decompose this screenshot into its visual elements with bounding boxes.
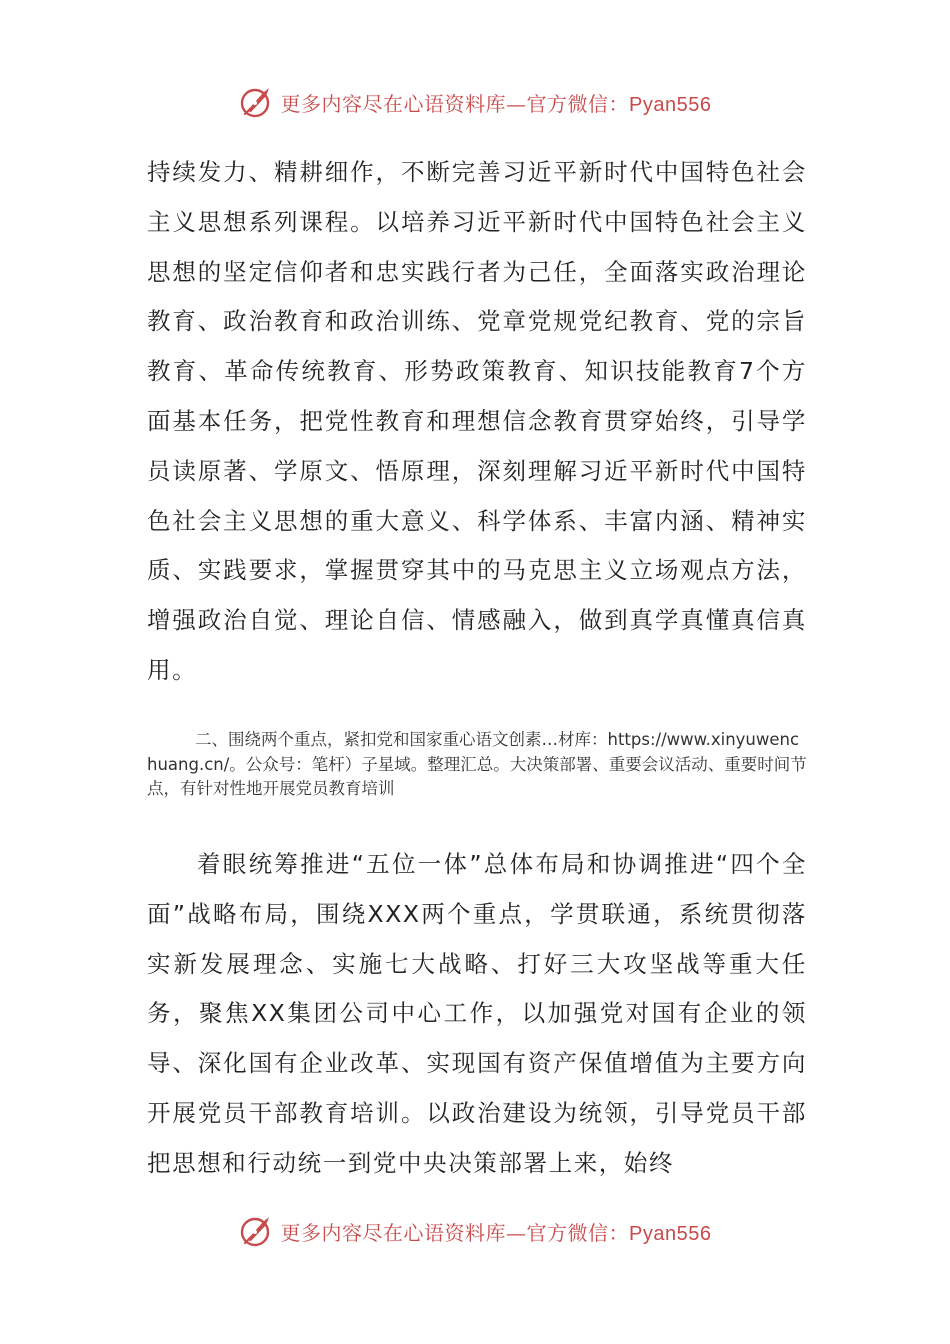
footer-banner	[0, 1211, 950, 1251]
banner-title: 更多内容尽在心语资料库	[280, 1220, 507, 1245]
banner-wechat-id: Pyan556	[629, 93, 712, 116]
body-paragraph-1: 持续发力、精耕细作，不断完善习近平新时代中国特色社会主义思想系列课程。以培养习近平新时代中国特色社会主义思想的坚定信仰者和忠实践行者为己任，全面落实政治理论教育、政治教育和政治训练、党章党规党纪教育、党的宗旨教育、革命传统教育、形势政策教育、知识技能教育7个方面基本任务，把党性教育和理想信念教育贯穿始终，引导学员读原著、学原文、悟原理，深刻理解习近平新时代中国特色社会主义思想的重大意义、科学体系、丰富内涵、精神实质、实践要求，掌握贯穿其中的马克思主义立场观点方法，增强政治自觉、理论自信、情感融入，做到真学真懂真信真用。	[147, 158, 807, 684]
quill-pen-logo-icon	[239, 84, 275, 120]
banner-separator: —	[506, 1220, 527, 1245]
quill-pen-logo-icon	[239, 1213, 275, 1249]
section-heading: 二、围绕两个重点，紧扣党和国家重心语文创素…材库：https://www.xinyuwenchuang.cn/。公众号：笔杆）子星域。整理汇总。大决策部署、重要会议活动、重要时间节点，有针对性地开展党员教育培训	[147, 730, 807, 798]
banner-wechat-id: Pyan556	[629, 1222, 712, 1245]
banner-text	[281, 1217, 712, 1246]
banner-wechat-label: 官方微信：	[526, 91, 630, 116]
banner-wechat-label: 官方微信：	[526, 1220, 630, 1245]
body-paragraph-2: 着眼统筹推进“五位一体”总体布局和协调推进“四个全面”战略布局，围绕XXX两个重点，学贯联通，系统贯彻落实新发展理念、实施七大战略、打好三大攻坚战等重大任务，聚焦XX集团公司中心工作，以加强党对国有企业的领导、深化国有企业改革、实现国有资产保值增值为主要方向开展党员干部教育培训。以政治建设为统领，引导党员干部把思想和行动统一到党中央决策部署上来，始终	[147, 850, 807, 1177]
banner-title: 更多内容尽在心语资料库	[280, 91, 507, 116]
banner-text	[281, 88, 712, 117]
banner-separator: —	[506, 91, 527, 116]
header-banner	[0, 82, 950, 122]
